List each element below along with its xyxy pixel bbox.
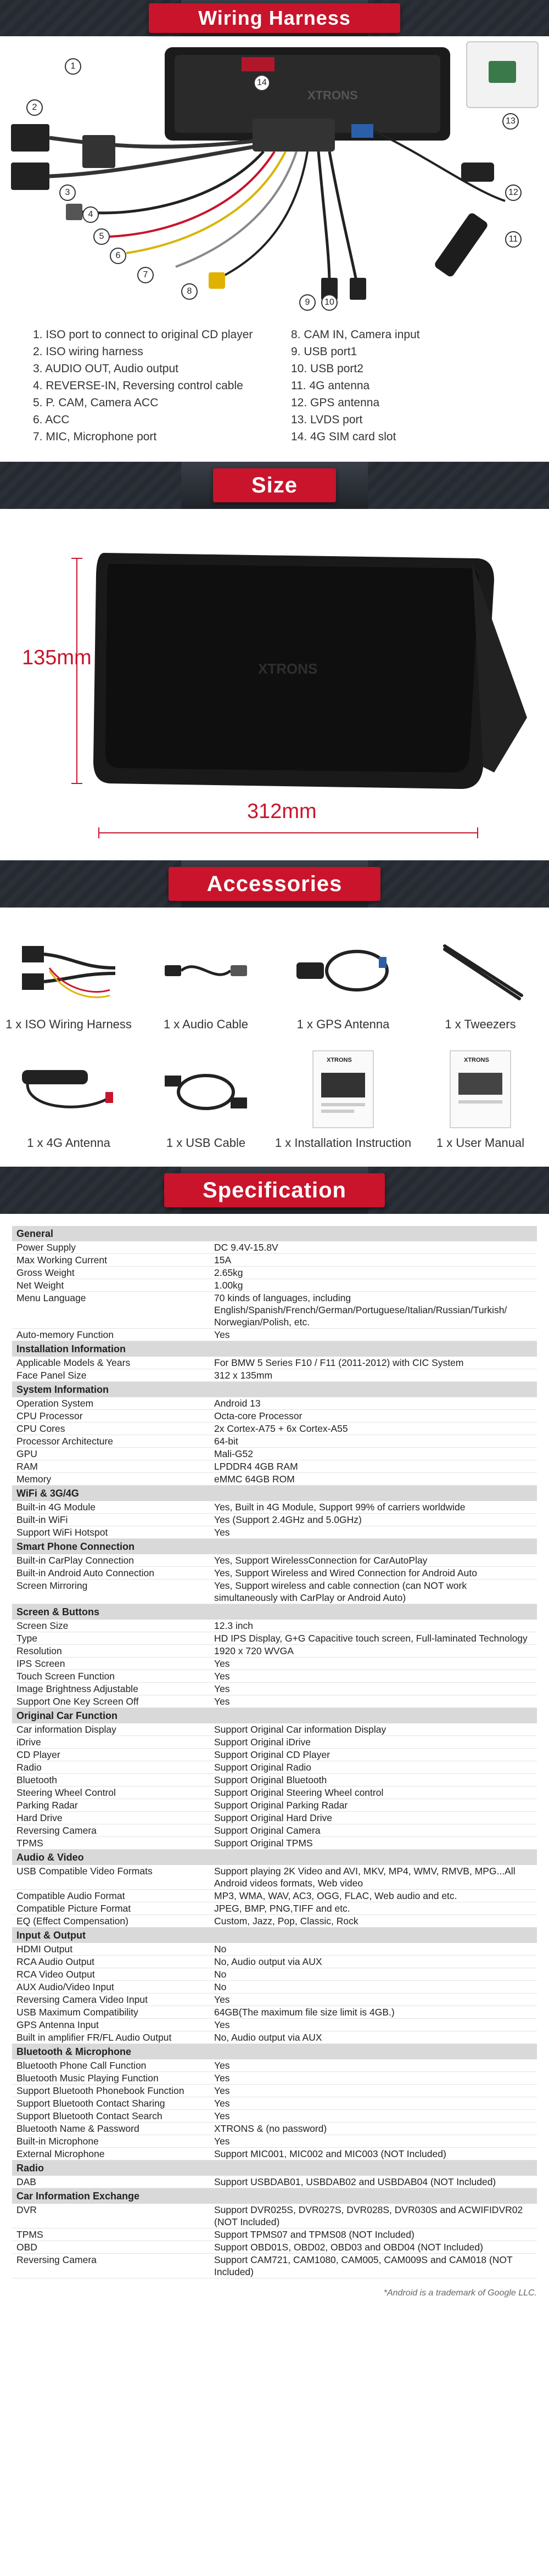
spec-value: Support MIC001, MIC002 and MIC003 (NOT Included) <box>210 2148 537 2160</box>
callout-10: 10 <box>321 294 338 311</box>
spec-key: GPU <box>12 1448 210 1460</box>
spec-value: No, Audio output via AUX <box>210 1956 537 1968</box>
spec-value: 15A <box>210 1254 537 1267</box>
spec-row <box>12 1645 537 1657</box>
spec-row <box>12 2097 537 2110</box>
spec-category-row <box>12 1928 537 1944</box>
spec-key: External Microphone <box>12 2148 210 2160</box>
spec-value: No <box>210 1968 537 1981</box>
spec-key: Built-in Android Auto Connection <box>12 1567 210 1580</box>
spec-row <box>12 1292 537 1329</box>
brand-watermark: XTRONS <box>307 88 358 102</box>
spec-category: Original Car Function <box>12 1708 537 1724</box>
spec-key: Net Weight <box>12 1279 210 1292</box>
legend-right <box>258 326 516 445</box>
spec-value: Yes <box>210 1670 537 1683</box>
spec-value: DC 9.4V-15.8V <box>210 1241 537 1254</box>
booklet-icon <box>288 1048 398 1130</box>
spec-key: CPU Cores <box>12 1423 210 1435</box>
sim-slot <box>242 57 274 71</box>
spec-value: 64-bit <box>210 1435 537 1448</box>
spec-value: LPDDR4 4GB RAM <box>210 1460 537 1473</box>
spec-value: Support Original CD Player <box>210 1749 537 1761</box>
spec-key: CD Player <box>12 1749 210 1761</box>
banner-stripe <box>368 462 549 509</box>
spec-row <box>12 1423 537 1435</box>
spec-key: Face Panel Size <box>12 1369 210 1382</box>
accessory-item <box>137 1048 274 1150</box>
spec-value: 64GB(The maximum file size limit is 4GB.) <box>210 2006 537 2019</box>
spec-key: Built in amplifier FR/FL Audio Output <box>12 2031 210 2044</box>
wiring-legend <box>0 316 549 462</box>
spec-key: Support Bluetooth Phonebook Function <box>12 2085 210 2097</box>
spec-value: Yes <box>210 2097 537 2110</box>
spec-row <box>12 2148 537 2160</box>
spec-value: Support Original TPMS <box>210 1837 537 1850</box>
spec-table-wrap <box>0 1214 549 2286</box>
spec-key: RCA Video Output <box>12 1968 210 1981</box>
spec-key: Hard Drive <box>12 1812 210 1824</box>
accessory-label: 1 x GPS Antenna <box>296 1017 390 1031</box>
spec-key: OBD <box>12 2241 210 2254</box>
spec-key: Screen Mirroring <box>12 1580 210 1604</box>
spec-row <box>12 1369 537 1382</box>
spec-row <box>12 2228 537 2241</box>
accessories-banner <box>0 860 549 908</box>
callout-5: 5 <box>93 228 110 245</box>
spec-key: Support Bluetooth Contact Search <box>12 2110 210 2123</box>
width-dimension: 312mm <box>247 800 317 823</box>
spec-row <box>12 1749 537 1761</box>
spec-category-row <box>12 2160 537 2176</box>
legend-item: 12. GPS antenna <box>291 396 380 409</box>
spec-category-row <box>12 1226 537 1241</box>
spec-value: Support DVR025S, DVR027S, DVR028S, DVR030S and ACWIFIDVR02 (NOT Included) <box>210 2204 537 2228</box>
spec-key: GPS Antenna Input <box>12 2019 210 2031</box>
spec-value: XTRONS & (no password) <box>210 2123 537 2135</box>
spec-category-row <box>12 1341 537 1357</box>
spec-value: Yes <box>210 2072 537 2085</box>
spec-key: HDMI Output <box>12 1943 210 1956</box>
spec-category: Bluetooth & Microphone <box>12 2044 537 2060</box>
spec-category: Screen & Buttons <box>12 1604 537 1620</box>
spec-row <box>12 1902 537 1915</box>
callout-7: 7 <box>137 267 154 283</box>
banner-stripe <box>0 462 181 509</box>
spec-value: Yes <box>210 1329 537 1341</box>
spec-value: Yes <box>210 2019 537 2031</box>
callout-13: 13 <box>502 113 519 130</box>
legend-item: 5. P. CAM, Camera ACC <box>33 396 159 409</box>
spec-row <box>12 1435 537 1448</box>
legend-item: 4. REVERSE-IN, Reversing control cable <box>33 379 243 392</box>
spec-value: Support OBD01S, OBD02, OBD03 and OBD04 (NOT Included) <box>210 2241 537 2254</box>
spec-value: Support Original Camera <box>210 1824 537 1837</box>
spec-value: Support Original Steering Wheel control <box>210 1787 537 1799</box>
spec-value: Yes <box>210 2110 537 2123</box>
callout-1: 1 <box>65 58 81 75</box>
callout-8: 8 <box>181 283 198 300</box>
accessory-item <box>274 1048 412 1150</box>
spec-value: Yes <box>210 1526 537 1539</box>
spec-key: IPS Screen <box>12 1657 210 1670</box>
spec-value: 2x Cortex-A75 + 6x Cortex-A55 <box>210 1423 537 1435</box>
spec-row <box>12 2031 537 2044</box>
spec-key: Support One Key Screen Off <box>12 1695 210 1708</box>
spec-category-row <box>12 2044 537 2060</box>
spec-category-row <box>12 1486 537 1502</box>
spec-row <box>12 1943 537 1956</box>
spec-banner <box>0 1167 549 1214</box>
spec-key: Built-in 4G Module <box>12 1501 210 1514</box>
spec-value: 1.00kg <box>210 1279 537 1292</box>
spec-key: Processor Architecture <box>12 1435 210 1448</box>
spec-row <box>12 2204 537 2228</box>
section-title-spec: Specification <box>164 1173 385 1207</box>
spec-row <box>12 1736 537 1749</box>
footnote: *Android is a trademark of Google LLC. <box>383 2288 537 2298</box>
harness-icon <box>14 929 124 1012</box>
legend-item: 11. 4G antenna <box>291 379 370 392</box>
spec-category-row <box>12 1708 537 1724</box>
accessory-item <box>137 929 274 1032</box>
spec-value: HD IPS Display, G+G Capacitive touch screen, Full-laminated Technology <box>210 1632 537 1645</box>
callout-4: 4 <box>82 206 99 223</box>
spec-row <box>12 1865 537 1890</box>
spec-category-row <box>12 1539 537 1555</box>
spec-value: Support TPMS07 and TPMS08 (NOT Included) <box>210 2228 537 2241</box>
callout-14: 14 <box>254 75 270 91</box>
spec-value: No <box>210 1943 537 1956</box>
spec-row <box>12 2241 537 2254</box>
spec-value: No, Audio output via AUX <box>210 2031 537 2044</box>
spec-key: Support WiFi Hotspot <box>12 1526 210 1539</box>
tweezers-icon <box>425 929 535 1012</box>
spec-value: Support Original Radio <box>210 1761 537 1774</box>
spec-category: System Information <box>12 1382 537 1398</box>
spec-category: Audio & Video <box>12 1850 537 1866</box>
spec-row <box>12 1837 537 1850</box>
spec-row <box>12 1956 537 1968</box>
spec-value: Support Original Car information Display <box>210 1723 537 1736</box>
spec-key: Car information Display <box>12 1723 210 1736</box>
spec-key: Parking Radar <box>12 1799 210 1812</box>
accessories-grid <box>0 908 549 1167</box>
spec-row <box>12 1824 537 1837</box>
spec-row <box>12 1787 537 1799</box>
spec-row <box>12 1632 537 1645</box>
spec-row <box>12 1993 537 2006</box>
spec-row <box>12 2072 537 2085</box>
spec-category: Smart Phone Connection <box>12 1539 537 1555</box>
spec-value: Support Original Parking Radar <box>210 1799 537 1812</box>
spec-row <box>12 1526 537 1539</box>
spec-key: Built-in Microphone <box>12 2135 210 2148</box>
spec-category-row <box>12 1604 537 1620</box>
legend-item: 14. 4G SIM card slot <box>291 430 396 443</box>
spec-key: Auto-memory Function <box>12 1329 210 1341</box>
spec-row <box>12 2019 537 2031</box>
spec-key: iDrive <box>12 1736 210 1749</box>
spec-row <box>12 2006 537 2019</box>
spec-key: Steering Wheel Control <box>12 1787 210 1799</box>
spec-value: For BMW 5 Series F10 / F11 (2011-2012) with CIC System <box>210 1357 537 1369</box>
spec-row <box>12 1241 537 1254</box>
spec-value: Yes <box>210 1993 537 2006</box>
spec-row <box>12 1279 537 1292</box>
legend-item: 9. USB port1 <box>291 345 357 358</box>
spec-row <box>12 1774 537 1787</box>
callout-2: 2 <box>26 99 43 116</box>
spec-row <box>12 1695 537 1708</box>
gps-antenna <box>461 163 494 182</box>
spec-key: DAB <box>12 2176 210 2188</box>
spec-row <box>12 1501 537 1514</box>
spec-key: Radio <box>12 1761 210 1774</box>
spec-key: Bluetooth <box>12 1774 210 1787</box>
spec-key: Memory <box>12 1473 210 1486</box>
spec-row <box>12 1554 537 1567</box>
spec-key: EQ (Effect Compensation) <box>12 1915 210 1928</box>
banner-stripe <box>368 860 549 908</box>
4g-antenna-icon <box>14 1048 124 1130</box>
spec-key: Bluetooth Name & Password <box>12 2123 210 2135</box>
4g-antenna <box>433 211 489 278</box>
callout-3: 3 <box>59 184 76 201</box>
legend-item: 10. USB port2 <box>291 362 363 375</box>
spec-value: Yes, Support Wireless and Wired Connection for Android Auto <box>210 1567 537 1580</box>
spec-value: Yes <box>210 2085 537 2097</box>
spec-row <box>12 1723 537 1736</box>
spec-key: Bluetooth Music Playing Function <box>12 2072 210 2085</box>
spec-value: 2.65kg <box>210 1267 537 1279</box>
spec-key: Image Brightness Adjustable <box>12 1683 210 1695</box>
banner-stripe <box>0 1167 181 1214</box>
spec-value: No <box>210 1981 537 1993</box>
usb-cable-icon <box>151 1048 261 1130</box>
spec-key: Built-in CarPlay Connection <box>12 1554 210 1567</box>
spec-key: RCA Audio Output <box>12 1956 210 1968</box>
spec-value: 1920 x 720 WVGA <box>210 1645 537 1657</box>
spec-row <box>12 2123 537 2135</box>
accessory-label: 1 x 4G Antenna <box>27 1136 110 1150</box>
manual-icon <box>425 1048 535 1130</box>
spec-value: Yes, Support wireless and cable connection (can NOT work simultaneously with CarPlay or Android Auto) <box>210 1580 537 1604</box>
legend-item: 1. ISO port to connect to original CD player <box>33 328 253 341</box>
spec-body <box>12 1226 537 2278</box>
spec-value: 70 kinds of languages, including English/Spanish/French/German/Portuguese/Italian/Russian/Turkish/ Norwegian/Polish, etc. <box>210 1292 537 1329</box>
spec-category-row <box>12 2188 537 2204</box>
spec-key: Menu Language <box>12 1292 210 1329</box>
size-banner <box>0 462 549 509</box>
spec-row <box>12 2176 537 2188</box>
spec-row <box>12 2254 537 2278</box>
spec-row <box>12 1890 537 1902</box>
callout-12: 12 <box>505 184 522 201</box>
spec-row <box>12 2085 537 2097</box>
spec-row <box>12 1981 537 1993</box>
spec-key: RAM <box>12 1460 210 1473</box>
legend-item: 2. ISO wiring harness <box>33 345 143 358</box>
spec-key: Resolution <box>12 1645 210 1657</box>
spec-category-row <box>12 1382 537 1398</box>
callout-6: 6 <box>110 248 126 264</box>
legend-item: 7. MIC, Microphone port <box>33 430 157 443</box>
spec-row <box>12 1761 537 1774</box>
legend-item: 8. CAM IN, Camera input <box>291 328 420 341</box>
spec-category: General <box>12 1226 537 1241</box>
callout-11: 11 <box>505 231 522 248</box>
accessory-label: 1 x USB Cable <box>166 1136 246 1150</box>
spec-category-row <box>12 1850 537 1866</box>
spec-row <box>12 1799 537 1812</box>
spec-value: Mali-G52 <box>210 1448 537 1460</box>
wiring-harness-banner <box>0 0 549 36</box>
legend-item: 6. ACC <box>33 413 70 426</box>
accessory-item <box>274 929 412 1032</box>
spec-value: Support Original Hard Drive <box>210 1812 537 1824</box>
spec-key: Reversing Camera Video Input <box>12 1993 210 2006</box>
spec-key: Compatible Audio Format <box>12 1890 210 1902</box>
spec-value: Yes, Support WirelessConnection for CarAutoPlay <box>210 1554 537 1567</box>
spec-key: Max Working Current <box>12 1254 210 1267</box>
spec-value: Octa-core Processor <box>210 1410 537 1423</box>
accessory-label: 1 x Installation Instruction <box>274 1136 412 1150</box>
callout-9: 9 <box>299 294 316 311</box>
spec-row <box>12 1915 537 1928</box>
spec-value: Custom, Jazz, Pop, Classic, Rock <box>210 1915 537 1928</box>
wiring-illustration <box>0 36 549 316</box>
spec-row <box>12 1567 537 1580</box>
accessory-item <box>0 1048 137 1150</box>
section-title-size: Size <box>213 468 336 502</box>
accessory-label: 1 x User Manual <box>436 1136 525 1150</box>
spec-key: USB Compatible Video Formats <box>12 1865 210 1890</box>
spec-key: TPMS <box>12 2228 210 2241</box>
spec-key: USB Maximum Compatibility <box>12 2006 210 2019</box>
spec-key: TPMS <box>12 1837 210 1850</box>
spec-key: Touch Screen Function <box>12 1670 210 1683</box>
accessory-label: 1 x ISO Wiring Harness <box>5 1017 132 1031</box>
spec-key: Screen Size <box>12 1620 210 1632</box>
spec-key: CPU Processor <box>12 1410 210 1423</box>
spec-value: Support USBDAB01, USBDAB02 and USBDAB04 (NOT Included) <box>210 2176 537 2188</box>
spec-category: Radio <box>12 2160 537 2176</box>
spec-row <box>12 1397 537 1410</box>
banner-stripe <box>368 1167 549 1214</box>
spec-value: Support CAM721, CAM1080, CAM005, CAM009S and CAM018 (NOT Included) <box>210 2254 537 2278</box>
spec-key: Reversing Camera <box>12 2254 210 2278</box>
spec-value: Yes, Built in 4G Module, Support 99% of carriers worldwide <box>210 1501 537 1514</box>
legend-item: 3. AUDIO OUT, Audio output <box>33 362 178 375</box>
spec-row <box>12 1357 537 1369</box>
section-title-accessories: Accessories <box>169 867 381 901</box>
spec-row <box>12 1267 537 1279</box>
spec-value: Support playing 2K Video and AVI, MKV, MP4, WMV, RMVB, MPG...All Android videos formats, Web video <box>210 1865 537 1890</box>
spec-value: Support Original iDrive <box>210 1736 537 1749</box>
spec-row <box>12 1620 537 1632</box>
spec-key: Applicable Models & Years <box>12 1357 210 1369</box>
spec-value: MP3, WMA, WAV, AC3, OGG, FLAC, Web audio and etc. <box>210 1890 537 1902</box>
spec-row <box>12 1448 537 1460</box>
spec-row <box>12 1329 537 1341</box>
spec-row <box>12 1968 537 1981</box>
spec-key: Bluetooth Phone Call Function <box>12 2059 210 2072</box>
spec-key: Gross Weight <box>12 1267 210 1279</box>
spec-value: Yes <box>210 1657 537 1670</box>
accessory-item <box>0 929 137 1032</box>
accessory-item <box>412 929 549 1032</box>
spec-row <box>12 1683 537 1695</box>
spec-value: 312 x 135mm <box>210 1369 537 1382</box>
audio-cable-icon <box>151 929 261 1012</box>
spec-row <box>12 2059 537 2072</box>
spec-row <box>12 1254 537 1267</box>
spec-value: Yes <box>210 2135 537 2148</box>
spec-key: AUX Audio/Video Input <box>12 1981 210 1993</box>
spec-value: Yes <box>210 1695 537 1708</box>
accessory-item <box>412 1048 549 1150</box>
spec-row <box>12 2110 537 2123</box>
spec-row <box>12 1657 537 1670</box>
spec-value: Yes <box>210 2059 537 2072</box>
brand-watermark: XTRONS <box>258 660 318 677</box>
manual-brand: XTRONS <box>464 1057 489 1063</box>
spec-value: JPEG, BMP, PNG,TIFF and etc. <box>210 1902 537 1915</box>
spec-row <box>12 1473 537 1486</box>
wiring-diagram <box>0 36 549 316</box>
spec-key: Compatible Picture Format <box>12 1902 210 1915</box>
spec-key: Built-in WiFi <box>12 1514 210 1526</box>
spec-key: DVR <box>12 2204 210 2228</box>
spec-key: Type <box>12 1632 210 1645</box>
spec-row <box>12 1410 537 1423</box>
accessory-label: 1 x Audio Cable <box>163 1017 249 1031</box>
spec-row <box>12 2135 537 2148</box>
spec-category: Input & Output <box>12 1928 537 1944</box>
spec-row <box>12 1580 537 1604</box>
spec-value: Yes <box>210 1683 537 1695</box>
spec-key: Reversing Camera <box>12 1824 210 1837</box>
spec-value: Support Original Bluetooth <box>210 1774 537 1787</box>
spec-row <box>12 1812 537 1824</box>
spec-row <box>12 1514 537 1526</box>
legend-item: 13. LVDS port <box>291 413 363 426</box>
spec-table <box>12 1226 537 2278</box>
spec-key: Support Bluetooth Contact Sharing <box>12 2097 210 2110</box>
spec-key: Operation System <box>12 1397 210 1410</box>
legend-left <box>33 326 258 445</box>
gps-antenna-icon <box>288 929 398 1012</box>
booklet-brand: XTRONS <box>327 1057 352 1063</box>
spec-row <box>12 1460 537 1473</box>
spec-value: 12.3 inch <box>210 1620 537 1632</box>
spec-category: Installation Information <box>12 1341 537 1357</box>
spec-value: eMMC 64GB ROM <box>210 1473 537 1486</box>
banner-stripe <box>0 860 181 908</box>
section-title-wiring: Wiring Harness <box>149 3 400 33</box>
height-dimension: 135mm <box>22 646 92 669</box>
spec-key: Power Supply <box>12 1241 210 1254</box>
spec-value: Android 13 <box>210 1397 537 1410</box>
accessory-label: 1 x Tweezers <box>445 1017 516 1031</box>
size-diagram <box>0 509 549 860</box>
spec-category: WiFi & 3G/4G <box>12 1486 537 1502</box>
spec-row <box>12 1670 537 1683</box>
spec-category: Car Information Exchange <box>12 2188 537 2204</box>
spec-value: Yes (Support 2.4GHz and 5.0GHz) <box>210 1514 537 1526</box>
